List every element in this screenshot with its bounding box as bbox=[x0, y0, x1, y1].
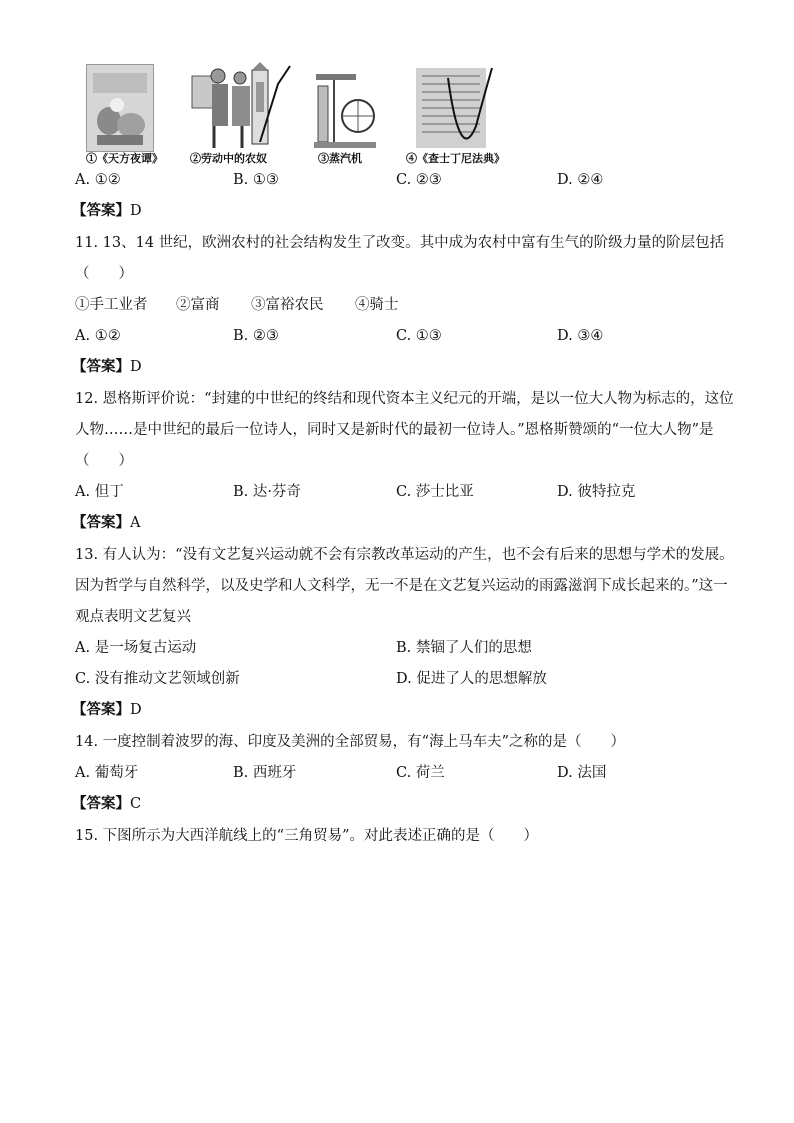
q14-stem-line1: 14. 一度控制着波罗的海、印度及美洲的全部贸易，有“海上马车夫”之称的是（ ） bbox=[75, 734, 625, 750]
q11-item-4: ④骑士 bbox=[355, 297, 399, 313]
q12-stem-line2: 人物……是中世纪的最后一位诗人，同时又是新时代的最初一位诗人。”恩格斯赞颂的“一位大人物”是 bbox=[75, 422, 714, 438]
q10-option-b: B. ①③ bbox=[233, 172, 279, 188]
q12-option-c: C. 莎士比亚 bbox=[396, 484, 474, 500]
q14-option-c: C. 荷兰 bbox=[396, 765, 445, 781]
q12-stem-line1: 12. 恩格斯评价说：“封建的中世纪的终结和现代资本主义纪元的开端，是以一位大人物为标志的，这位 bbox=[75, 391, 734, 407]
q13-stem-line3: 观点表明文艺复兴 bbox=[75, 609, 191, 625]
answer-label: 【答案】 bbox=[72, 796, 130, 812]
caption-4: ④《查士丁尼法典》 bbox=[406, 152, 505, 165]
q12-option-b: B. 达·芬奇 bbox=[233, 484, 301, 500]
answer-label: 【答案】 bbox=[72, 702, 130, 718]
q14-option-a: A. 葡萄牙 bbox=[75, 765, 139, 781]
q11-item-1: ①手工业者 bbox=[75, 297, 148, 313]
q11-option-a: A. ①② bbox=[75, 328, 121, 344]
q10-option-a: A. ①② bbox=[75, 172, 121, 188]
q14-option-d: D. 法国 bbox=[557, 765, 607, 781]
caption-1: ①《天方夜谭》 bbox=[86, 152, 163, 165]
q11-option-b: B. ②③ bbox=[233, 328, 279, 344]
answer-value: D bbox=[130, 203, 142, 219]
q13-option-c: C. 没有推动文艺领域创新 bbox=[75, 671, 240, 687]
answer-value: A bbox=[130, 515, 141, 531]
q12-option-d: D. 彼特拉克 bbox=[557, 484, 636, 500]
q11-item-3: ③富裕农民 bbox=[251, 297, 324, 313]
q10-answer bbox=[72, 201, 142, 221]
caption-3: ③蒸汽机 bbox=[318, 152, 362, 165]
image-steam-engine bbox=[314, 66, 376, 150]
q14-option-b: B. 西班牙 bbox=[233, 765, 297, 781]
image-justinian-code bbox=[414, 66, 496, 150]
q10-option-c: C. ②③ bbox=[396, 172, 442, 188]
q11-option-c: C. ①③ bbox=[396, 328, 442, 344]
answer-label: 【答案】 bbox=[72, 203, 130, 219]
answer-value: D bbox=[130, 702, 142, 718]
q11-stem-line2: （ ） bbox=[75, 266, 133, 282]
q12-answer bbox=[72, 513, 140, 533]
q11-option-d: D. ③④ bbox=[557, 328, 604, 344]
q12-option-a: A. 但丁 bbox=[75, 484, 124, 500]
q13-stem-line2: 因为哲学与自然科学，以及史学和人文科学，无一不是在文艺复兴运动的雨露滋润下成长起来的。”这一 bbox=[75, 578, 728, 594]
q11-answer bbox=[72, 357, 142, 377]
q14-answer bbox=[72, 794, 141, 814]
q10-option-d: D. ②④ bbox=[557, 172, 604, 188]
q13-option-a: A. 是一场复古运动 bbox=[75, 640, 197, 656]
answer-label: 【答案】 bbox=[72, 359, 130, 375]
answer-value: C bbox=[130, 796, 142, 812]
q11-stem-line1: 11. 13、14 世纪，欧洲农村的社会结构发生了改变。其中成为农村中富有生气的阶级力量的阶层包括 bbox=[75, 235, 725, 251]
q13-option-b: B. 禁锢了人们的思想 bbox=[396, 640, 532, 656]
answer-value: D bbox=[130, 359, 142, 375]
q13-stem-line1: 13. 有人认为：“没有文艺复兴运动就不会有宗教改革运动的产生，也不会有后来的思想与学术的发展。 bbox=[75, 547, 734, 563]
q12-stem-line3: （ ） bbox=[75, 453, 133, 469]
q15-stem-line1: 15. 下图所示为大西洋航线上的“三角贸易”。对此表述正确的是（ ） bbox=[75, 828, 538, 844]
q13-answer bbox=[72, 700, 142, 720]
image-serfs-at-work bbox=[190, 62, 295, 150]
image-arabian-nights bbox=[86, 64, 154, 152]
q11-item-2: ②富商 bbox=[176, 297, 220, 313]
answer-label: 【答案】 bbox=[72, 515, 130, 531]
q13-option-d: D. 促进了人的思想解放 bbox=[396, 671, 547, 687]
caption-2: ②劳动中的农奴 bbox=[190, 152, 267, 165]
